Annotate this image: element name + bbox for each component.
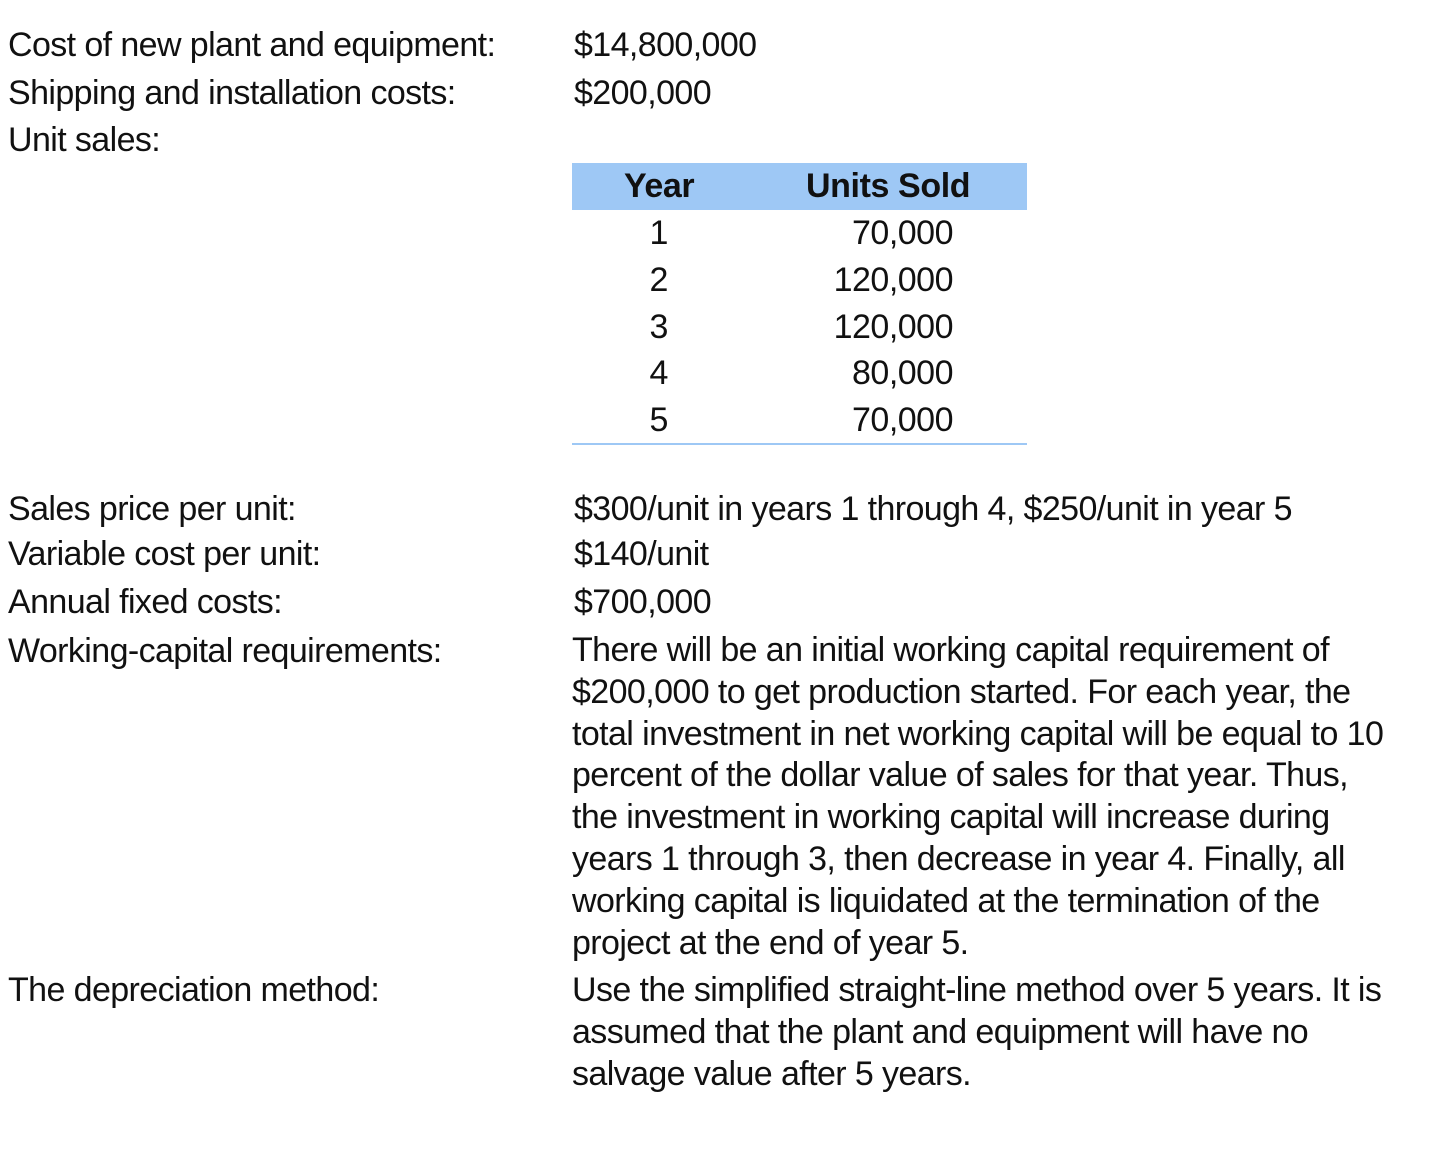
table-row bbox=[572, 397, 1027, 444]
working-capital-line: years 1 through 3, then decrease in year 4. Finally, all bbox=[572, 839, 1345, 878]
table-bottom-rule bbox=[572, 443, 1027, 445]
variable-cost-value: $140/unit bbox=[574, 535, 709, 573]
unit-sales-label: Unit sales: bbox=[8, 121, 161, 159]
working-capital-line: total investment in net working capital will be equal to 10 bbox=[572, 714, 1384, 753]
row-units: 120,000 bbox=[833, 307, 953, 346]
row-year: 4 bbox=[649, 354, 669, 393]
shipping-label: Shipping and installation costs: bbox=[8, 74, 456, 112]
unit-sales-table bbox=[572, 163, 1027, 444]
variable-cost-label: Variable cost per unit: bbox=[8, 535, 321, 573]
depreciation-line: assumed that the plant and equipment will have no bbox=[572, 1012, 1309, 1051]
working-capital-line: working capital is liquidated at the termination of the bbox=[572, 881, 1320, 920]
row-units: 80,000 bbox=[852, 354, 953, 393]
table-row bbox=[572, 257, 1027, 304]
depreciation-text bbox=[572, 970, 1381, 1095]
table-header bbox=[572, 163, 1027, 210]
working-capital-line: There will be an initial working capital requirement of bbox=[572, 631, 1329, 669]
depreciation-line: Use the simplified straight-line method over 5 years. It is bbox=[572, 971, 1382, 1009]
header-year: Year bbox=[624, 167, 695, 205]
depreciation-label: The depreciation method: bbox=[8, 971, 380, 1009]
plant-cost-label: Cost of new plant and equipment: bbox=[8, 26, 496, 64]
working-capital-text bbox=[572, 630, 1383, 964]
fixed-costs-label: Annual fixed costs: bbox=[8, 583, 282, 621]
working-capital-line: percent of the dollar value of sales for that year. Thus, bbox=[572, 756, 1348, 795]
row-units: 70,000 bbox=[852, 401, 953, 440]
working-capital-line: $200,000 to get production started. For each year, the bbox=[572, 672, 1351, 711]
fixed-costs-value: $700,000 bbox=[574, 583, 712, 621]
row-units: 70,000 bbox=[852, 214, 953, 252]
shipping-value: $200,000 bbox=[574, 74, 712, 112]
row-year: 5 bbox=[649, 401, 669, 440]
row-year: 2 bbox=[649, 260, 669, 299]
working-capital-label: Working-capital requirements: bbox=[8, 632, 442, 670]
plant-cost-value: $14,800,000 bbox=[574, 26, 757, 64]
depreciation-line: salvage value after 5 years. bbox=[572, 1054, 971, 1093]
working-capital-line: the investment in working capital will increase during bbox=[572, 798, 1330, 837]
sales-price-label: Sales price per unit: bbox=[8, 490, 296, 528]
table-row bbox=[572, 350, 1027, 397]
table-row bbox=[572, 304, 1027, 351]
header-units-sold: Units Sold bbox=[806, 167, 971, 205]
table-row bbox=[572, 210, 1027, 257]
sales-price-value: $300/unit in years 1 through 4, $250/unit in year 5 bbox=[574, 490, 1292, 528]
working-capital-line: project at the end of year 5. bbox=[572, 923, 969, 962]
row-units: 120,000 bbox=[833, 260, 953, 299]
row-year: 3 bbox=[649, 307, 669, 346]
row-year: 1 bbox=[649, 214, 669, 252]
